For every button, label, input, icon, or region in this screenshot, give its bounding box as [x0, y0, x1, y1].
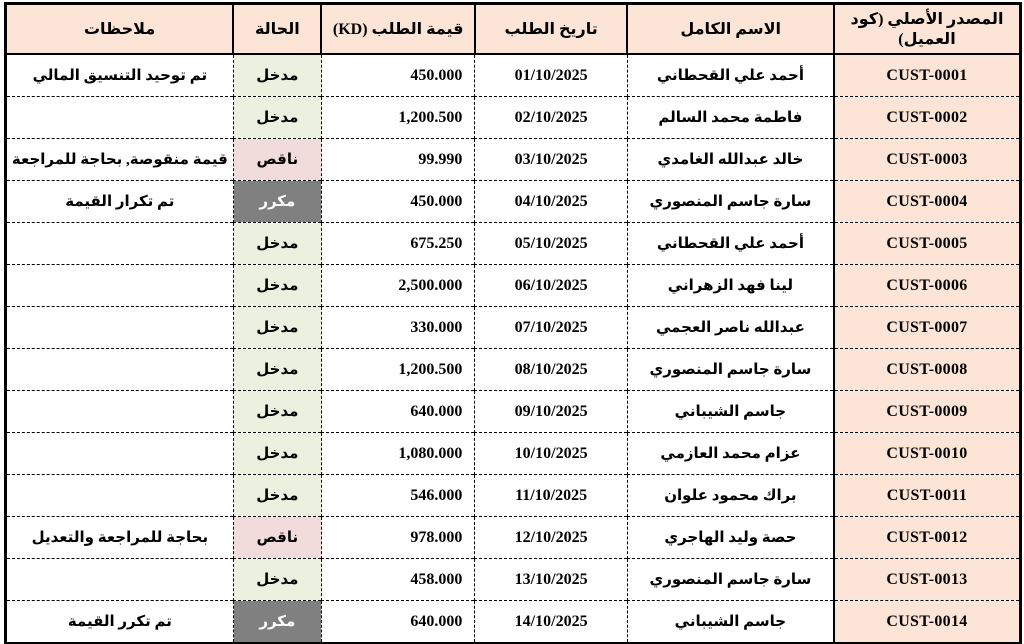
customer-code-cell[interactable]: CUST-0011: [834, 475, 1021, 517]
full-name-cell[interactable]: لينا فهد الزهراني: [627, 265, 834, 307]
header-order-date[interactable]: تاريخ الطلب: [475, 4, 627, 55]
customer-code-cell[interactable]: CUST-0005: [834, 223, 1021, 265]
order-amount-cell[interactable]: 2,500.000: [321, 265, 474, 307]
order-date-cell[interactable]: 11/10/2025: [475, 475, 627, 517]
order-amount-cell[interactable]: 458.000: [321, 559, 474, 601]
customer-code-cell[interactable]: CUST-0014: [834, 601, 1021, 644]
order-amount-cell[interactable]: 546.000: [321, 475, 474, 517]
status-cell[interactable]: مدخل: [233, 97, 321, 139]
full-name-cell[interactable]: سارة جاسم المنصوري: [627, 181, 834, 223]
notes-cell[interactable]: تم تكرار القيمة: [6, 181, 234, 223]
order-amount-cell[interactable]: 1,200.500: [321, 349, 474, 391]
customer-code-cell[interactable]: CUST-0001: [834, 54, 1021, 97]
full-name-cell[interactable]: فاطمة محمد السالم: [627, 97, 834, 139]
full-name-cell[interactable]: سارة جاسم المنصوري: [627, 349, 834, 391]
customer-orders-table: [4, 2, 1022, 644]
order-date-cell[interactable]: 01/10/2025: [475, 54, 627, 97]
order-amount-cell[interactable]: 1,200.500: [321, 97, 474, 139]
order-amount-cell[interactable]: 640.000: [321, 601, 474, 644]
table-row: [6, 559, 1021, 601]
order-amount-cell[interactable]: 978.000: [321, 517, 474, 559]
order-amount-cell[interactable]: 99.990: [321, 139, 474, 181]
full-name-cell[interactable]: براك محمود علوان: [627, 475, 834, 517]
order-date-cell[interactable]: 12/10/2025: [475, 517, 627, 559]
notes-cell[interactable]: [6, 265, 234, 307]
table-row: [6, 54, 1021, 97]
full-name-cell[interactable]: أحمد علي القحطاني: [627, 54, 834, 97]
full-name-cell[interactable]: جاسم الشيباني: [627, 391, 834, 433]
status-cell[interactable]: ناقص: [233, 139, 321, 181]
notes-cell[interactable]: بحاجة للمراجعة والتعديل: [6, 517, 234, 559]
order-date-cell[interactable]: 05/10/2025: [475, 223, 627, 265]
order-date-cell[interactable]: 09/10/2025: [475, 391, 627, 433]
customer-code-cell[interactable]: CUST-0012: [834, 517, 1021, 559]
order-date-cell[interactable]: 04/10/2025: [475, 181, 627, 223]
table-row: [6, 223, 1021, 265]
table-row: [6, 601, 1021, 644]
table-row: [6, 433, 1021, 475]
full-name-cell[interactable]: عزام محمد العازمي: [627, 433, 834, 475]
status-cell[interactable]: مكرر: [233, 181, 321, 223]
notes-cell[interactable]: [6, 433, 234, 475]
table-row: [6, 349, 1021, 391]
header-order-amount[interactable]: قيمة الطلب (KD): [321, 4, 474, 55]
notes-cell[interactable]: تم تكرر القيمة: [6, 601, 234, 644]
table-row: [6, 265, 1021, 307]
order-amount-cell[interactable]: 1,080.000: [321, 433, 474, 475]
customer-code-cell[interactable]: CUST-0004: [834, 181, 1021, 223]
customer-code-cell[interactable]: CUST-0007: [834, 307, 1021, 349]
notes-cell[interactable]: [6, 307, 234, 349]
customer-code-cell[interactable]: CUST-0009: [834, 391, 1021, 433]
customer-code-cell[interactable]: CUST-0002: [834, 97, 1021, 139]
status-cell[interactable]: مدخل: [233, 475, 321, 517]
notes-cell[interactable]: [6, 391, 234, 433]
order-amount-cell[interactable]: 450.000: [321, 54, 474, 97]
table-header: [6, 4, 1021, 55]
header-status[interactable]: الحالة: [233, 4, 321, 55]
notes-cell[interactable]: [6, 475, 234, 517]
order-date-cell[interactable]: 10/10/2025: [475, 433, 627, 475]
status-cell[interactable]: مدخل: [233, 433, 321, 475]
full-name-cell[interactable]: حصة وليد الهاجري: [627, 517, 834, 559]
order-date-cell[interactable]: 02/10/2025: [475, 97, 627, 139]
header-customer-code[interactable]: المصدر الأصلي (كود العميل): [834, 4, 1021, 55]
order-amount-cell[interactable]: 330.000: [321, 307, 474, 349]
table-row: [6, 181, 1021, 223]
notes-cell[interactable]: [6, 559, 234, 601]
notes-cell[interactable]: [6, 97, 234, 139]
order-date-cell[interactable]: 03/10/2025: [475, 139, 627, 181]
order-amount-cell[interactable]: 675.250: [321, 223, 474, 265]
table-body: [6, 54, 1021, 644]
status-cell[interactable]: ناقص: [233, 517, 321, 559]
header-notes[interactable]: ملاحظات: [6, 4, 234, 55]
notes-cell[interactable]: [6, 349, 234, 391]
status-cell[interactable]: مدخل: [233, 349, 321, 391]
notes-cell[interactable]: تم توحيد التنسيق المالي: [6, 54, 234, 97]
status-cell[interactable]: مكرر: [233, 601, 321, 644]
status-cell[interactable]: مدخل: [233, 307, 321, 349]
status-cell[interactable]: مدخل: [233, 559, 321, 601]
table-row: [6, 139, 1021, 181]
header-row: [6, 4, 1021, 55]
order-amount-cell[interactable]: 640.000: [321, 391, 474, 433]
table-row: [6, 307, 1021, 349]
status-cell[interactable]: مدخل: [233, 54, 321, 97]
status-cell[interactable]: مدخل: [233, 223, 321, 265]
customer-code-cell[interactable]: CUST-0006: [834, 265, 1021, 307]
order-date-cell[interactable]: 07/10/2025: [475, 307, 627, 349]
table-row: [6, 475, 1021, 517]
customer-code-cell[interactable]: CUST-0008: [834, 349, 1021, 391]
order-date-cell[interactable]: 08/10/2025: [475, 349, 627, 391]
status-cell[interactable]: مدخل: [233, 265, 321, 307]
table-row: [6, 391, 1021, 433]
full-name-cell[interactable]: عبدالله ناصر العجمي: [627, 307, 834, 349]
order-date-cell[interactable]: 13/10/2025: [475, 559, 627, 601]
customer-code-cell[interactable]: CUST-0003: [834, 139, 1021, 181]
full-name-cell[interactable]: سارة جاسم المنصوري: [627, 559, 834, 601]
order-date-cell[interactable]: 14/10/2025: [475, 601, 627, 644]
customer-code-cell[interactable]: CUST-0010: [834, 433, 1021, 475]
order-amount-cell[interactable]: 450.000: [321, 181, 474, 223]
table-row: [6, 517, 1021, 559]
notes-cell[interactable]: قيمة منقوصة, بحاجة للمراجعة: [6, 139, 234, 181]
full-name-cell[interactable]: خالد عبدالله الغامدي: [627, 139, 834, 181]
table-row: [6, 97, 1021, 139]
order-date-cell[interactable]: 06/10/2025: [475, 265, 627, 307]
notes-cell[interactable]: [6, 223, 234, 265]
full-name-cell[interactable]: أحمد علي القحطاني: [627, 223, 834, 265]
customer-code-cell[interactable]: CUST-0013: [834, 559, 1021, 601]
status-cell[interactable]: مدخل: [233, 391, 321, 433]
header-full-name[interactable]: الاسم الكامل: [627, 4, 834, 55]
full-name-cell[interactable]: جاسم الشيباني: [627, 601, 834, 644]
